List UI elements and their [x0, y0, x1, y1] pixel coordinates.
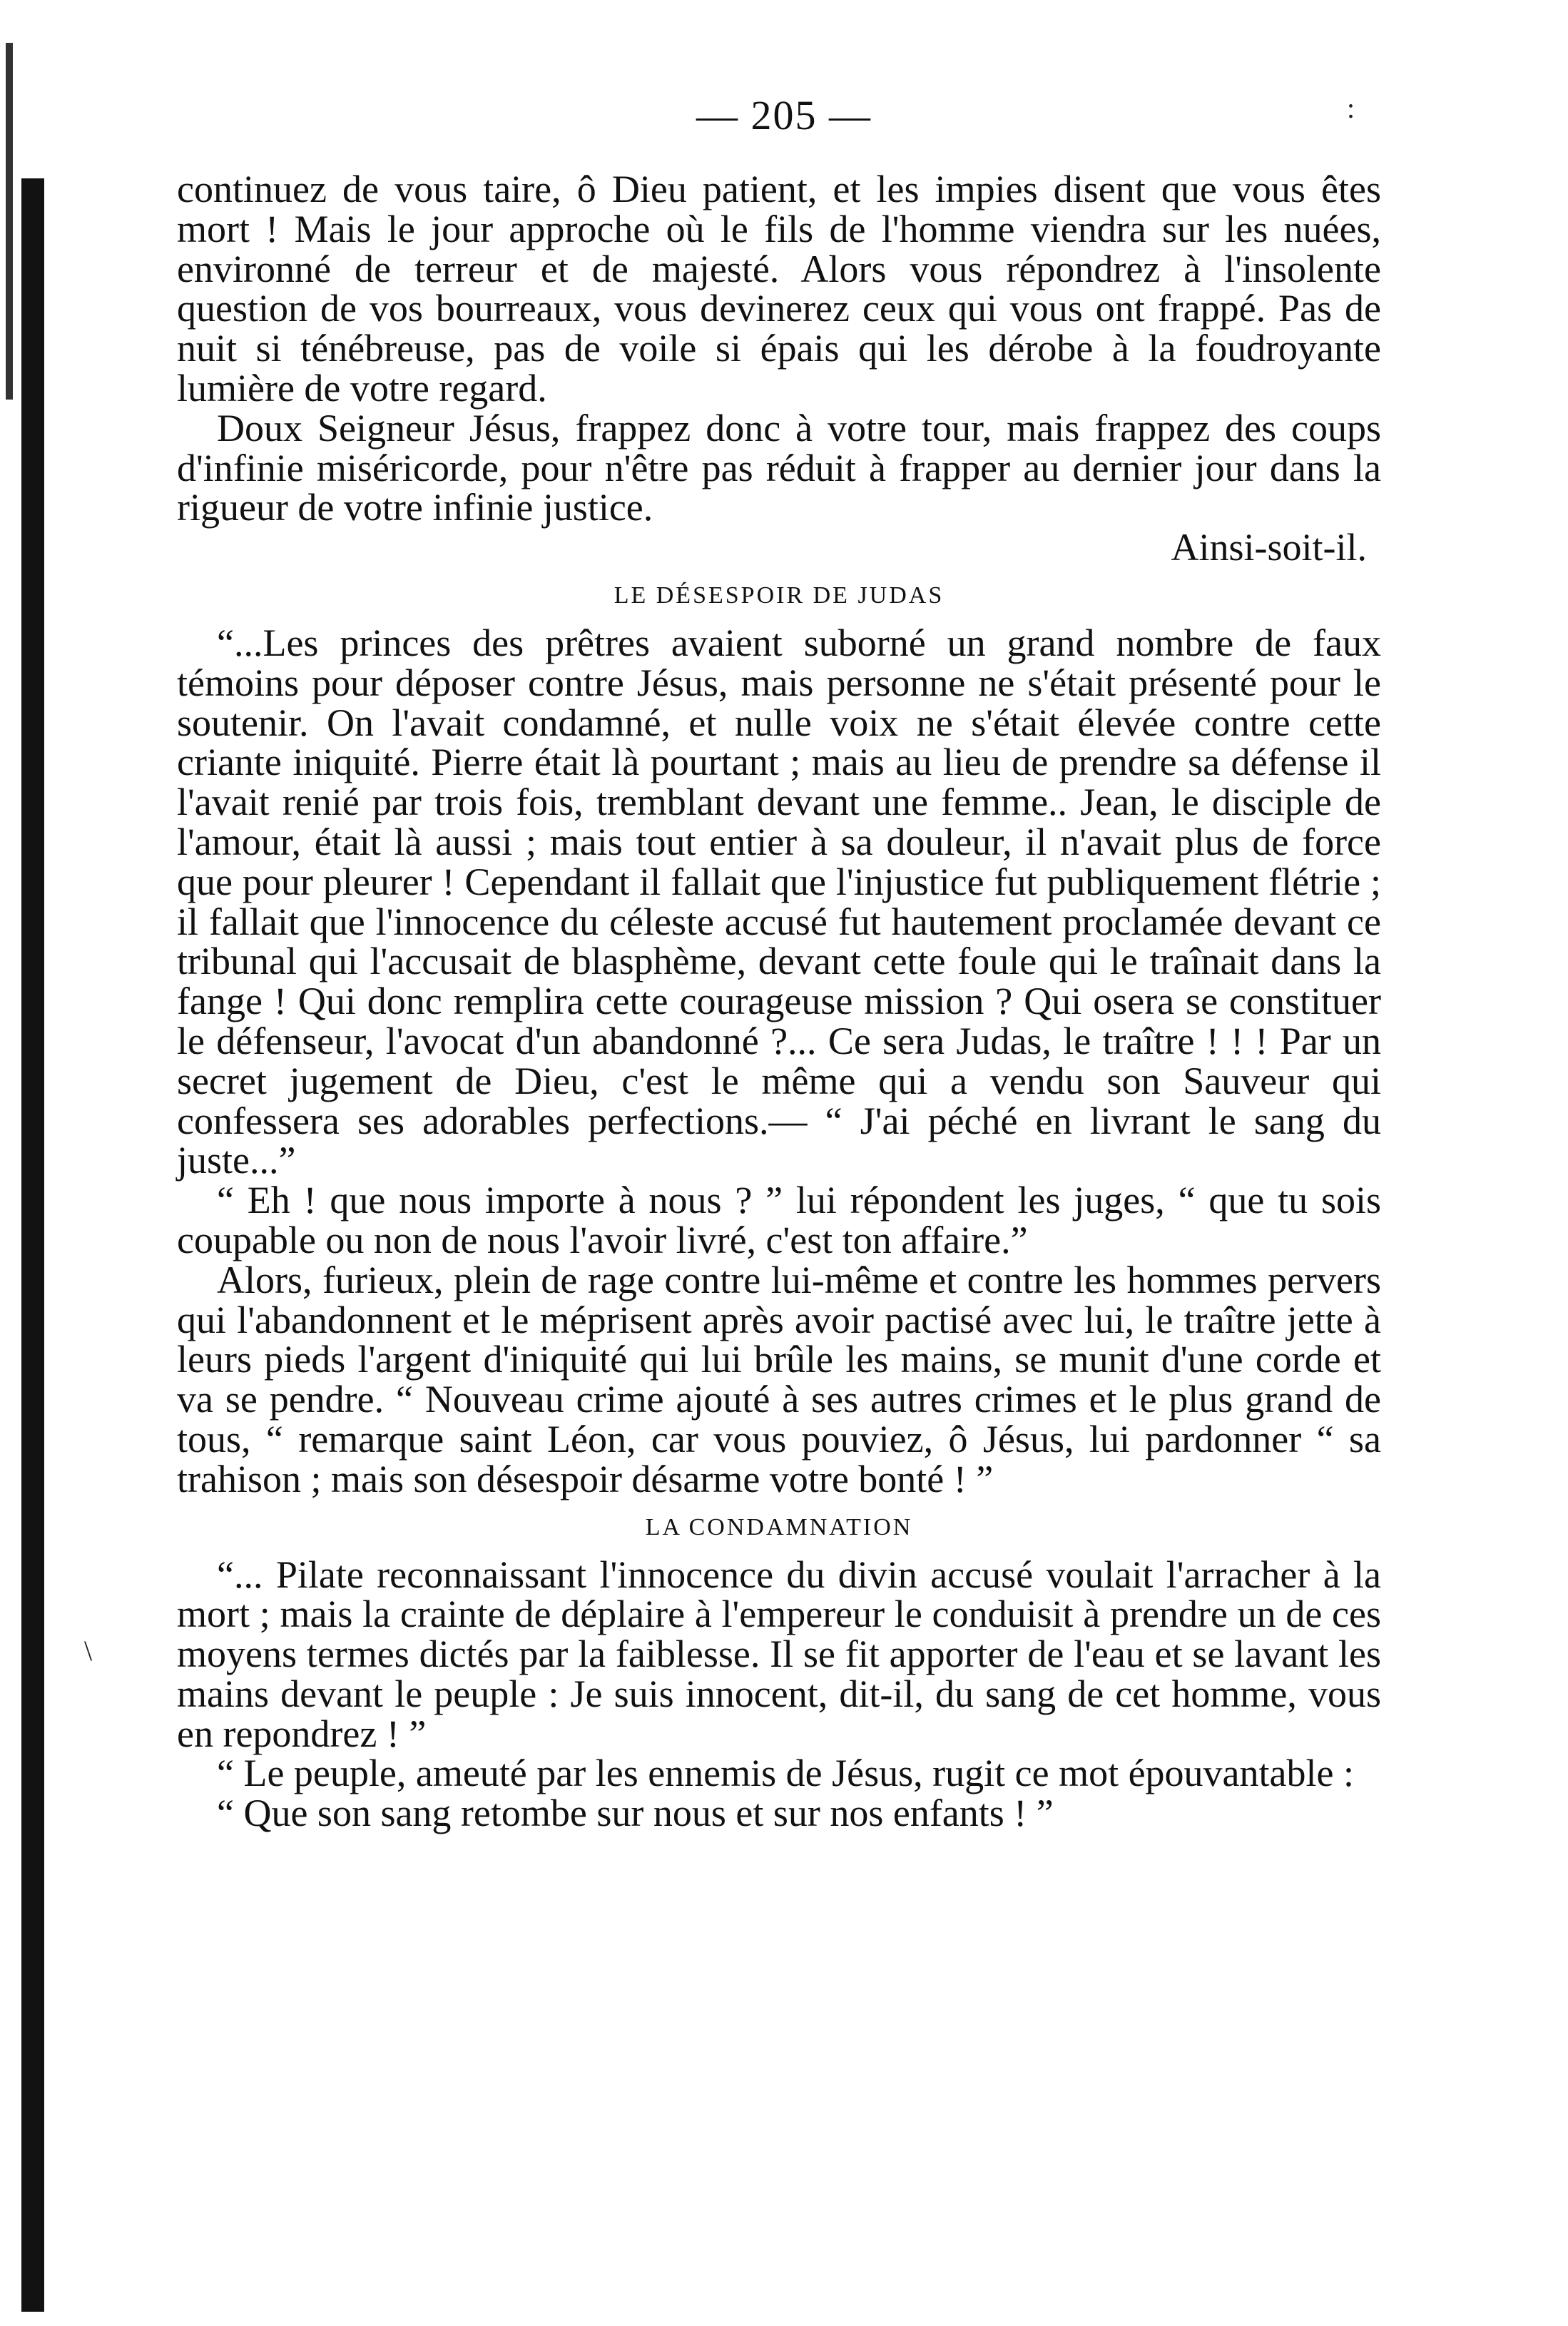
- scan-shadow-bar: [21, 178, 44, 2312]
- closing-amen: Ainsi-soit-il.: [1171, 526, 1367, 569]
- stray-mark: :: [1347, 92, 1355, 124]
- page-number: — 205 —: [696, 92, 872, 138]
- paragraph-condamnation-2: “ Le peuple, ameuté par les ennemis de Jésus, rugit ce mot épouvantable :: [217, 1752, 1354, 1795]
- body-text: [177, 170, 1381, 1834]
- paragraph-condamnation-3: “ Que son sang retombe sur nous et sur nos enfants ! ”: [217, 1792, 1054, 1835]
- paragraph-judas-2: “ Eh ! que nous importe à nous ? ” lui répondent les juges, “ que tu sois coupable ou non de nous l'avoir livré, c'est ton affaire.”: [177, 1179, 1381, 1261]
- scan-edge: [0, 0, 50, 2326]
- paragraph-1: continuez de vous taire, ô Dieu patient, et les impies disent que vous êtes mort ! Mais le jour approche où le fils de l'homme viendra sur les nuées, environné de terreur et de majesté. Alors vous répondrez à l'insolente question de vos bourreaux, vous devinerez ceux qui vous ont frappé. Pas de nuit si ténébreuse, pas de voile si épais qui les dérobe à la foudroyante lumière de votre regard.: [177, 168, 1381, 410]
- paragraph-condamnation-1: “... Pilate reconnaissant l'innocence du divin accusé voulait l'arracher à la mort ; mais la crainte de déplaire à l'empereur le conduisit à prendre un de ces moyens termes dictés par la faiblesse. Il se fit apporter de l'eau et se lavant les mains devant le peuple : Je suis innocent, dit-il, du sang de cet homme, vous en repondrez ! ”: [177, 1553, 1381, 1755]
- section-heading-condamnation: LA CONDAMNATION: [645, 1513, 913, 1540]
- paragraph-judas-3: Alors, furieux, plein de rage contre lui-même et contre les hommes pervers qui l'abandonnent et le méprisent après avoir pactisé avec lui, le traître jette à leurs pieds l'argent d'iniquité qui lui brûle les mains, se munit d'une corde et va se pendre. “ Nouveau crime ajouté à ses autres crimes et le plus grand de tous, “ remarque saint Léon, car vous pouviez, ô Jésus, lui pardonner “ sa trahison ; mais son désespoir désarme votre bonté ! ”: [177, 1258, 1381, 1500]
- paragraph-2: Doux Seigneur Jésus, frappez donc à votre tour, mais frappez des coups d'infinie miséricorde, pour n'être pas réduit à frapper au dernier jour dans la rigueur de votre infinie justice.: [177, 406, 1381, 529]
- paragraph-judas-1: “...Les princes des prêtres avaient suborné un grand nombre de faux témoins pour déposer contre Jésus, mais personne ne s'était présenté pour le soutenir. On l'avait condamné, et nulle voix ne s'était élevée contre cette criante iniquité. Pierre était là pourtant ; mais au lieu de prendre sa défense il l'avait renié par trois fois, tremblant devant une femme.. Jean, le disciple de l'amour, était là aussi ; mais tout entier à sa douleur, il n'avait plus de force que pour pleurer ! Cependant il fallait que l'injustice fut publiquement flétrie ; il fallait que l'innocence du céleste accusé fut hautement proclamée devant ce tribunal qui l'accusait de blasphème, devant cette foule qui le traînait dans la fange ! Qui donc remplira cette courageuse mission ? Qui osera se constituer le défenseur, l'avocat d'un abandonné ?... Ce sera Judas, le traître ! ! ! Par un secret jugement de Dieu, c'est le même qui a vendu son Sauveur qui confessera ses adorables perfections.— “ J'ai péché en livrant le sang du juste...”: [177, 621, 1381, 1182]
- stray-mark: \: [84, 1635, 93, 1667]
- section-heading-judas: LE DÉSESPOIR DE JUDAS: [614, 582, 945, 609]
